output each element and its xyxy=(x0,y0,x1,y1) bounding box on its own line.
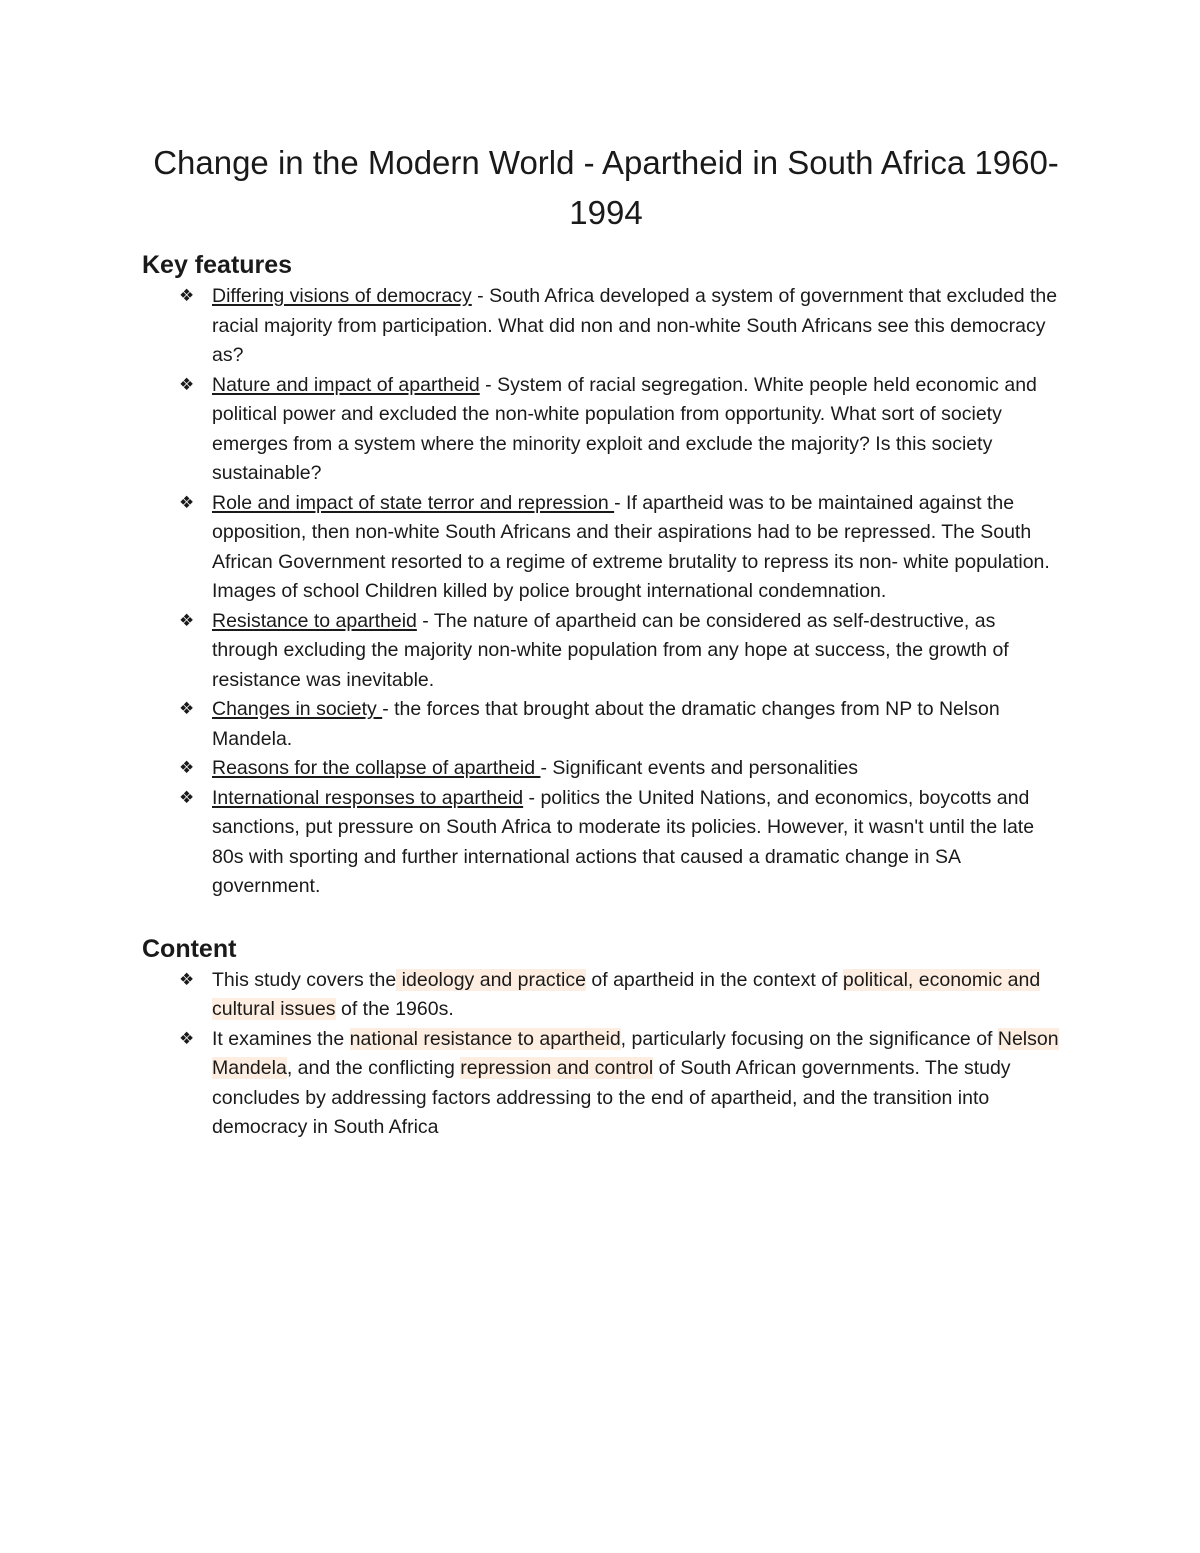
feature-description: - the forces that brought about the dramatic changes from NP to Nelson Mandela. xyxy=(212,698,1000,750)
diamond-bullet-icon: ❖ xyxy=(179,1028,195,1049)
text-segment: of the 1960s. xyxy=(335,998,454,1020)
diamond-bullet-icon: ❖ xyxy=(179,787,195,808)
diamond-bullet-icon: ❖ xyxy=(179,758,195,778)
list-item xyxy=(142,607,1062,696)
list-item xyxy=(142,695,1062,754)
highlighted-text: Nelson Mandela xyxy=(212,1027,1059,1079)
feature-description: - politics the United Nations, and economics, boycotts and sanctions, put pressure on South Africa to moderate its policies. However, it wasn't until the late 80s with sporting and further international actions that caused a dramatic change in SA government. xyxy=(212,786,1035,897)
highlighted-text: political, economic and cultural issues xyxy=(212,968,1041,1020)
list-item xyxy=(142,489,1062,607)
feature-term: Nature and impact of apartheid xyxy=(212,373,480,396)
text-segment: This study covers the xyxy=(212,968,397,991)
feature-term: Role and impact of state terror and repression xyxy=(212,491,615,514)
diamond-bullet-icon: ❖ xyxy=(179,969,195,990)
key-features-heading: Key features xyxy=(142,251,293,279)
list-item xyxy=(142,371,1062,489)
feature-description: - Significant events and personalities xyxy=(540,757,859,779)
list-item xyxy=(142,966,1062,1025)
highlighted-text: repression and control xyxy=(460,1057,654,1079)
content-list xyxy=(142,966,1062,1143)
diamond-bullet-icon: ❖ xyxy=(179,374,195,395)
feature-term: Changes in society xyxy=(212,698,383,720)
feature-term: International responses to apartheid xyxy=(212,786,524,809)
highlighted-text: national resistance to apartheid xyxy=(349,1027,621,1050)
text-segment: of South African governments. The study concludes by addressing factors addressing to the end of apartheid, and the transition into democracy in South Africa xyxy=(212,1057,1011,1138)
diamond-bullet-icon: ❖ xyxy=(179,286,195,306)
highlighted-text: ideology and practice xyxy=(396,968,586,991)
diamond-bullet-icon: ❖ xyxy=(179,610,195,631)
list-item xyxy=(142,784,1062,902)
text-segment: , and the conflicting xyxy=(286,1057,461,1079)
feature-term: Resistance to apartheid xyxy=(212,609,417,632)
list-item xyxy=(142,1025,1062,1143)
text-segment: , particularly focusing on the significance of xyxy=(620,1027,998,1050)
feature-description: - If apartheid was to be maintained against the opposition, then non-white South Africans and their aspirations had to be repressed. The South African Government resorted to a regime of extreme brutality to repress its non- white population. Images of school Children killed by police brought international condemnation. xyxy=(212,491,1050,602)
diamond-bullet-icon: ❖ xyxy=(179,699,195,719)
content-heading: Content xyxy=(142,934,237,963)
text-segment: It examines the xyxy=(212,1027,350,1050)
document-page xyxy=(142,138,1062,1143)
document-title: Change in the Modern World - Apartheid in South Africa 1960-1994 xyxy=(153,144,1059,231)
feature-description: - System of racial segregation. White people held economic and political power and excluded the non-white population from opportunity. What sort of society emerges from a system where the minority exploit and exclude the majority? Is this society sustainable? xyxy=(212,373,1037,484)
list-item xyxy=(142,754,1062,784)
feature-term: Reasons for the collapse of apartheid xyxy=(212,757,541,779)
feature-description: - The nature of apartheid can be considered as self-destructive, as through excluding the majority non-white population from any hope at success, the growth of resistance was inevitable. xyxy=(212,609,1009,691)
feature-description: - South Africa developed a system of government that excluded the racial majority from participation. What did non and non-white South Africans see this democracy as? xyxy=(212,285,1058,366)
text-segment: of apartheid in the context of xyxy=(585,968,843,991)
key-features-list xyxy=(142,282,1062,902)
feature-term: Differing visions of democracy xyxy=(212,285,472,307)
list-item xyxy=(142,282,1062,371)
diamond-bullet-icon: ❖ xyxy=(179,492,195,513)
